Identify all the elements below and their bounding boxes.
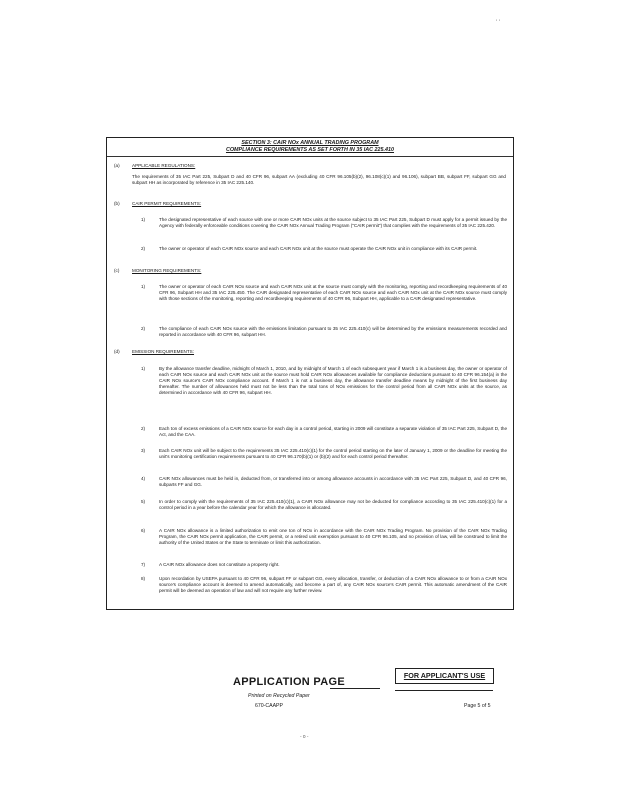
item-number: 1) — [141, 217, 146, 222]
item-number: 7) — [141, 562, 146, 567]
item-text: Each ton of excess emissions of a CAIR NOx source for each day in a control period, starting in 2009 will constitute a separate violation of 35 IAC Part 225, Subpart D, the Act, and the CAA. — [159, 426, 507, 438]
item-text: The compliance of each CAIR NOx source with the emissions limitation pursuant to 35 IAC 225.410(c) will be determined by the emissions measurements recorded and reported in accordance with 40 CFR 96, subpart HH. — [159, 326, 507, 338]
item-text: The owner or operator of each CAIR NOx source and each CAIR NOx unit at the source must operate the CAIR NOx unit in compliance with its CAIR permit. — [159, 246, 478, 251]
item-number: 2) — [141, 326, 146, 331]
section-b-heading: CAIR PERMIT REQUIREMENTS: — [132, 201, 202, 206]
item-text: A CAIR NOx allowance is a limited authorization to emit one ton of NOx in accordance with the CAIR NOx Trading Program. No provision of the CAIR NOx Trading Program, the CAIR NOx permit application, the CAIR permit, or a retired unit exemption pursuant to 40 CFR 96.105, and no provision of law, will be construed to limit the authority of the United States or the State to terminate or limit this authorization. — [159, 528, 507, 546]
item-text: CAIR NOx allowances must be held in, deducted from, or transferred into or among allowance accounts in accordance with 35 IAC Part 225, Subpart D, and 40 CFR 96, subparts FF and GG. — [159, 476, 507, 488]
section-d-heading: EMISSION REQUIREMENTS: — [132, 349, 195, 354]
section-title: SECTION 3: CAIR NOx ANNUAL TRADING PROGRAM — [241, 140, 379, 146]
section-b-label: (b) — [114, 201, 120, 206]
section-c-heading: MONITORING REQUIREMENTS: — [132, 268, 202, 273]
item-number: 5) — [141, 499, 146, 504]
item-number: 4) — [141, 476, 146, 481]
page-number: Page 5 of 5 — [464, 703, 491, 709]
printed-note: Printed on Recycled Paper — [248, 693, 310, 699]
section-a-heading: APPLICABLE REGULATIONS: — [132, 163, 196, 168]
section-d-label: (d) — [114, 349, 120, 354]
application-page-line — [330, 688, 380, 689]
section-subtitle: COMPLIANCE REQUIREMENTS AS SET FORTH IN 35 IAC 225.410 — [225, 147, 395, 153]
item-text: The owner or operator of each CAIR NOx source and each CAIR NOx unit at the source must comply with the monitoring, reporting and recordkeeping requirements of 40 CFR 96, Subpart HH and 35 IAC 225.450. The CAIR designated representative of each CAIR NOx source and each CAIR NOx unit at the CAIR NOx source must comply with those sections of the monitoring, reporting and recordkeeping requirements of 40 CFR 96, Subpart HH, applicable to a CAIR designated representative. — [159, 284, 507, 302]
item-text: By the allowance transfer deadline, midnight of March 1, 2010, and by midnight of March 1 of each subsequent year if March 1 is a business day, the owner or operator of each CAIR NOx source and each CAIR NOx unit at the source must hold CAIR NOx allowances available for compliance deductions pursuant to 40 CFR 96.154(a) in the CAIR NOx source's CAIR NOx compliance account. If March 1 is not a business day, the allowance transfer deadline means by midnight of the first business day thereafter. The number of allowances held must not be less than the total tons of NOx emissions for the control period from all CAIR NOx units at the source, as determined in accordance with 40 CFR 96, subpart HH. — [159, 366, 507, 396]
item-text: The designated representative of each source with one or more CAIR NOx units at the source subject to 35 IAC Part 225, Subpart D must apply for a permit issued by the Agency with federally enforceable conditions covering the CAIR NOx Annual Trading Program ("CAIR permit") that complies with the requirements of 35 IAC 225.420. — [159, 217, 507, 229]
item-text: Upon recordation by USEPA pursuant to 40 CFR 96, subpart FF or subpart GG, every allocation, transfer, or deduction of a CAIR NOx allowance to or from a CAIR NOx source's compliance account is deemed to amend automatically, and become a part of, any CAIR NOx source's CAIR permit. This automatic amendment of the CAIR permit will be deemed an operation of law and will not require any further review. — [159, 576, 507, 594]
item-number: 6) — [141, 528, 146, 533]
section-frame — [106, 137, 514, 610]
section-a-text: The requirements of 35 IAC Part 225, Subpart D and 40 CFR 96, subpart AA (excluding 40 CFR 96.105(b)(2), 96.108(c)(1) and 96.106), subpart BB, subpart FF, subpart GG and subpart HH as incorporated by reference in 35 IAC 225.140. — [132, 174, 506, 186]
section-c-label: (c) — [114, 268, 120, 273]
scan-mark: ' ' — [496, 20, 500, 26]
application-page-title: APPLICATION PAGE — [233, 676, 345, 688]
item-text: A CAIR NOx allowance does not constitute a property right. — [159, 562, 280, 567]
item-number: 1) — [141, 366, 146, 371]
section-a-label: (a) — [114, 163, 120, 168]
form-number: 670-CAAPP — [255, 703, 283, 709]
item-number: 8) — [141, 576, 146, 581]
for-applicant-use-line — [395, 690, 493, 691]
item-number: 2) — [141, 246, 146, 251]
bates-number: - 0 - — [300, 735, 309, 740]
item-number: 3) — [141, 448, 146, 453]
item-text: Each CAIR NOx unit will be subject to the requirements 35 IAC 225.410(c)(1) for the control period starting on the later of January 1, 2009 or the deadline for meeting the unit's monitoring certification requirements pursuant to 40 CFR 96.170(b)(1) or (b)(2) and for each control period thereafter. — [159, 448, 507, 460]
section-header — [107, 138, 513, 157]
for-applicant-use-box: FOR APPLICANT'S USE — [395, 668, 494, 684]
item-text: In order to comply with the requirements of 35 IAC 225.410(c)(1), a CAIR NOx allowance may not be deducted for compliance according to 35 IAC 225.410(c)(1) for a control period in a year before the calendar year for which the allowance is allocated. — [159, 499, 507, 511]
item-number: 2) — [141, 426, 146, 431]
item-number: 1) — [141, 284, 146, 289]
